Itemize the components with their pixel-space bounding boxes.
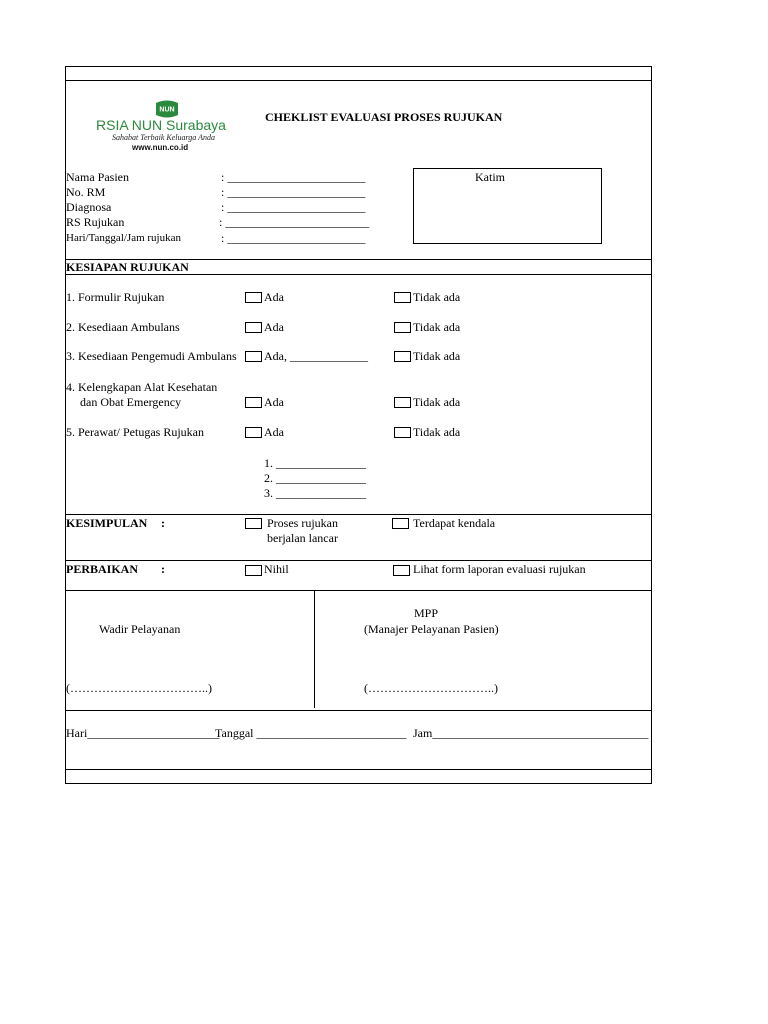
perbaikan-heading: PERBAIKAN [66,562,139,576]
field-label-diagnosa: Diagnosa [66,200,112,214]
option-ambulans-ada: Ada [264,320,284,334]
field-value-rs-rujukan[interactable]: : ________________________ [219,215,370,229]
kesimpulan-top-divider [65,514,652,515]
katim-label: Katim [475,170,505,184]
signature-right-subtitle: (Manajer Pelayanan Pasien) [364,622,499,636]
field-value-no-rm[interactable]: : _______________________ [221,185,366,199]
staff-line-1[interactable]: 1. _______________ [264,456,366,470]
field-label-no-rm: No. RM [66,185,106,199]
checkbox-nihil[interactable] [245,565,262,576]
field-value-hari-tanggal-jam[interactable]: : _______________________ [221,231,366,245]
field-label-nama-pasien: Nama Pasien [66,170,129,184]
option-proses-lancar: Proses rujukan [267,516,338,530]
logo-badge-text: NUN [159,106,175,114]
kesimpulan-colon: : [161,516,165,530]
option-alat-ada: Ada [264,395,284,409]
item-kesediaan-pengemudi: 3. Kesediaan Pengemudi Ambulans [66,349,237,363]
signature-left-title: Wadir Pelayanan [99,622,181,636]
option-terdapat-kendala: Terdapat kendala [413,516,496,530]
item-kesediaan-ambulans: 2. Kesediaan Ambulans [66,320,180,334]
footer-jam[interactable]: Jam____________________________________ [413,726,649,740]
staff-line-2[interactable]: 2. _______________ [264,471,366,485]
checkbox-formulir-ada[interactable] [245,292,262,303]
checkbox-alat-tidak-ada[interactable] [394,397,411,408]
option-nihil: Nihil [264,562,289,576]
field-value-nama-pasien[interactable]: : _______________________ [221,170,366,184]
page-title: CHEKLIST EVALUASI PROSES RUJUKAN [265,110,503,124]
checkbox-pengemudi-tidak-ada[interactable] [394,351,411,362]
bottom-divider [65,769,652,770]
checkbox-perawat-ada[interactable] [245,427,262,438]
logo-url: www.nun.co.id [132,143,189,152]
checkbox-terdapat-kendala[interactable] [392,518,409,529]
kesimpulan-heading: KESIMPULAN [66,516,148,530]
footer-top-divider [65,710,652,711]
field-value-diagnosa[interactable]: : _______________________ [221,200,366,214]
staff-line-3[interactable]: 3. _______________ [264,486,366,500]
option-formulir-ada: Ada [264,290,284,304]
checkbox-alat-ada[interactable] [245,397,262,408]
kesiapan-heading: KESIAPAN RUJUKAN [66,260,189,274]
checkbox-formulir-tidak-ada[interactable] [394,292,411,303]
option-proses-lancar-line2: berjalan lancar [267,531,338,545]
top-divider [65,80,652,81]
item-kelengkapan-alat-line2: dan Obat Emergency [80,395,182,409]
logo-name: RSIA NUN Surabaya [96,117,226,133]
signature-right-line[interactable]: (…………………………..) [364,681,498,695]
perbaikan-top-divider [65,560,652,561]
signature-right-title: MPP [414,606,439,620]
option-formulir-tidak-ada: Tidak ada [413,290,461,304]
checkbox-proses-lancar[interactable] [245,518,262,529]
footer-hari[interactable]: Hari______________________ [66,726,220,740]
signature-divider [314,590,315,708]
item-perawat-petugas: 5. Perawat/ Petugas Rujukan [66,425,204,439]
field-label-rs-rujukan: RS Rujukan [66,215,125,229]
checkbox-ambulans-tidak-ada[interactable] [394,322,411,333]
kesiapan-heading-divider [65,274,652,275]
logo-tagline: Sahabat Terbaik Keluarga Anda [112,133,216,142]
option-perawat-ada: Ada [264,425,284,439]
checkbox-ambulans-ada[interactable] [245,322,262,333]
footer-tanggal[interactable]: Tanggal _________________________ [215,726,407,740]
signature-top-divider [65,590,652,591]
signature-left-line[interactable]: (……………………………..) [66,681,212,695]
item-kelengkapan-alat: 4. Kelengkapan Alat Kesehatan [66,380,218,394]
option-perawat-tidak-ada: Tidak ada [413,425,461,439]
option-ambulans-tidak-ada: Tidak ada [413,320,461,334]
field-label-hari-tanggal-jam: Hari/Tanggal/Jam rujukan [66,232,182,244]
checkbox-pengemudi-ada[interactable] [245,351,262,362]
item-formulir-rujukan: 1. Formulir Rujukan [66,290,165,304]
option-pengemudi-ada: Ada, _____________ [264,349,368,363]
checkbox-perawat-tidak-ada[interactable] [394,427,411,438]
katim-box[interactable] [413,168,602,244]
nun-logo-icon [154,99,180,119]
option-alat-tidak-ada: Tidak ada [413,395,461,409]
perbaikan-colon: : [161,562,165,576]
option-lihat-form: Lihat form laporan evaluasi rujukan [413,562,586,576]
option-pengemudi-tidak-ada: Tidak ada [413,349,461,363]
checkbox-lihat-form[interactable] [393,565,410,576]
